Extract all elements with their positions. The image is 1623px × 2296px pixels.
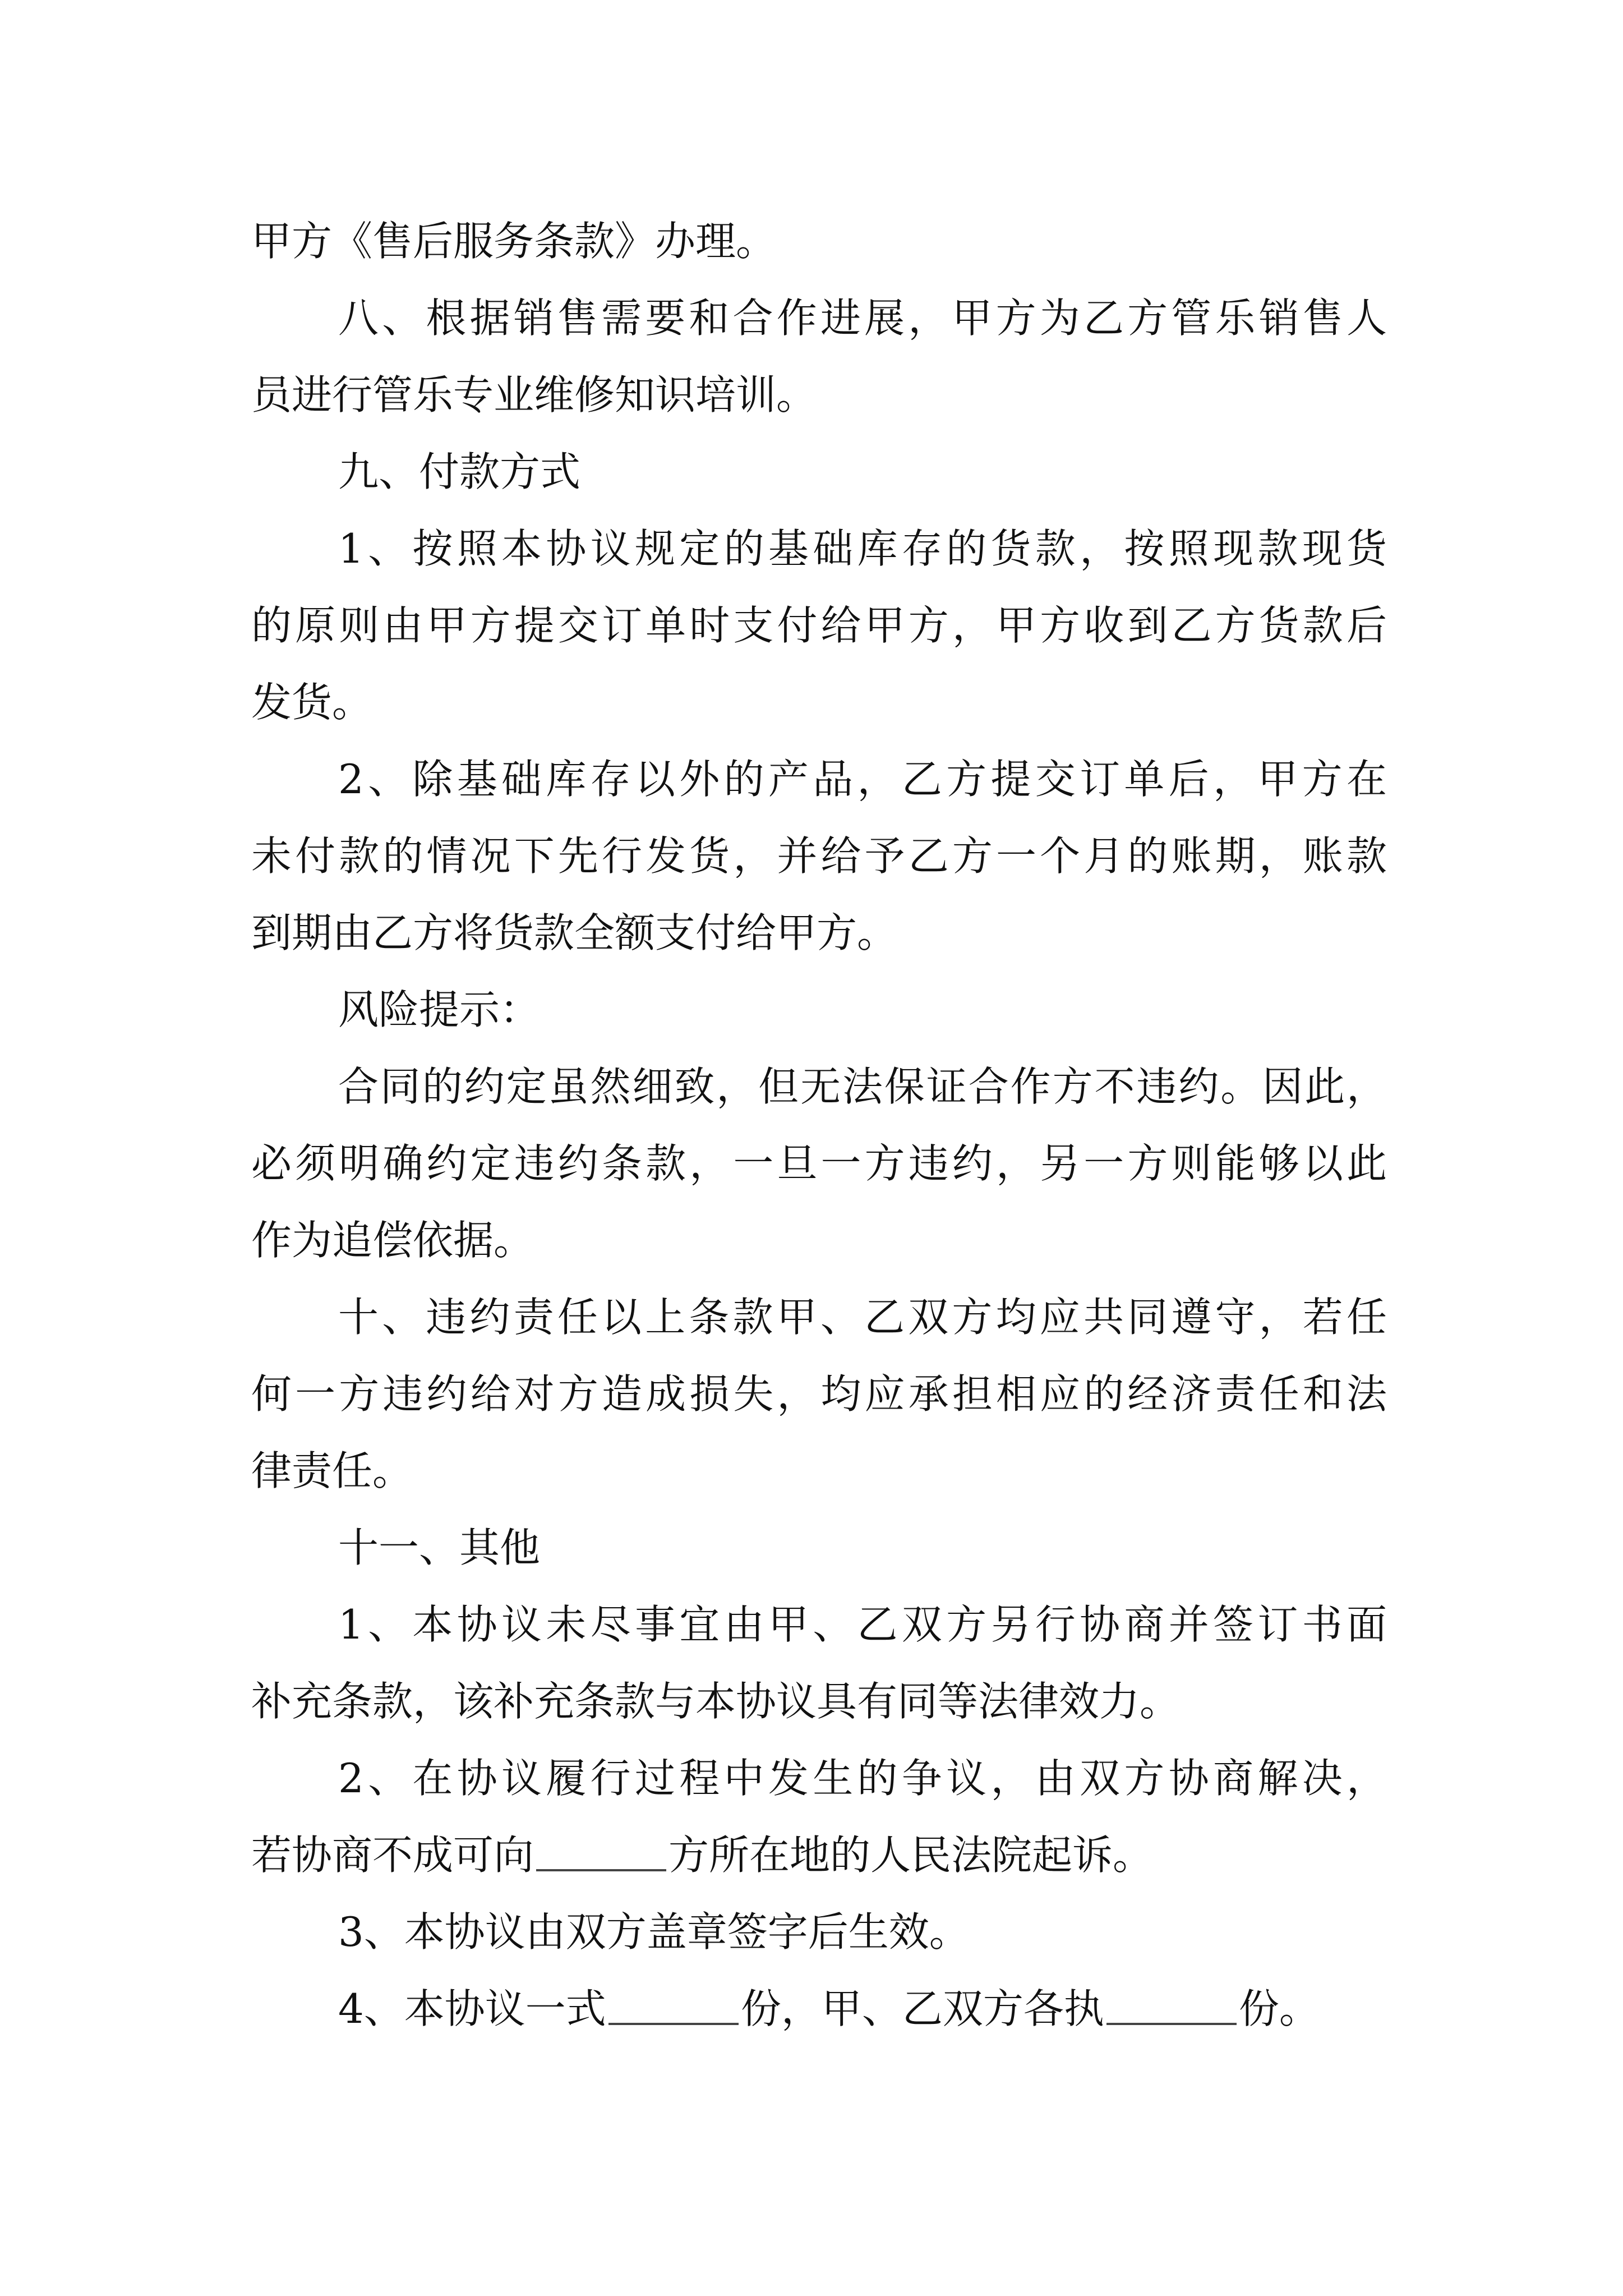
effective-clause-line: 3、本协议由双方盖章签字后生效。: [338, 1908, 970, 1955]
text-line: 补充条款，该补充条款与本协议具有同等法律效力。: [251, 1678, 1181, 1725]
copies-clause-line: [251, 1971, 1387, 2047]
text-line: 何一方违约给对方造成损失，均应承担相应的经济责任和法: [251, 1370, 1387, 1418]
court-clause-text-after: 方所在地的人民法院起诉。: [668, 1832, 1154, 1879]
text-line: 风险提示：: [338, 986, 541, 1033]
copies-text-part3: 份。: [1238, 1985, 1320, 2032]
fill-in-blank[interactable]: [608, 2019, 739, 2025]
text-line: 1、按照本协议规定的基础库存的货款，按照现款现货: [338, 525, 1387, 572]
text-line: 未付款的情况下先行发货，并给予乙方一个月的账期，账款: [251, 832, 1387, 880]
text-line: 十、违约责任以上条款甲、乙双方均应共同遵守，若任: [338, 1294, 1387, 1341]
text-line: 合同的约定虽然细致，但无法保证合作方不违约。因此，: [338, 1063, 1387, 1110]
text-line: 作为追偿依据。: [251, 1217, 534, 1264]
fill-in-blank[interactable]: [536, 1866, 666, 1871]
text-line: 1、本协议未尽事宜由甲、乙双方另行协商并签订书面: [338, 1601, 1387, 1648]
text-line: 八、根据销售需要和合作进展，甲方为乙方管乐销售人: [338, 295, 1387, 342]
text-line: 律责任。: [251, 1447, 413, 1494]
paragraph-lines: [251, 203, 1387, 1817]
court-clause-line: [251, 1817, 1387, 1894]
text-line: 九、付款方式: [338, 448, 581, 495]
fill-in-blank[interactable]: [1106, 2019, 1237, 2025]
text-line: 2、在协议履行过程中发生的争议，由双方协商解决，: [338, 1755, 1387, 1802]
text-line: 员进行管乐专业维修知识培训。: [251, 371, 817, 418]
copies-text-part2: 份，甲、乙双方各执: [740, 1985, 1104, 2032]
text-line: 必须明确约定违约条款，一旦一方违约，另一方则能够以此: [251, 1140, 1387, 1187]
text-line: 到期由乙方将货款全额支付给甲方。: [251, 909, 898, 956]
text-line: 2、除基础库存以外的产品，乙方提交订单后，甲方在: [338, 756, 1387, 803]
court-clause-text-before: 若协商不成可向: [251, 1832, 534, 1879]
text-line: 发货。: [251, 679, 373, 726]
text-line: 甲方《售后服务条款》办理。: [251, 218, 777, 265]
text-line: 十一、其他: [338, 1524, 541, 1571]
document-body: [251, 203, 1387, 2047]
copies-text-part1: 4、本协议一式: [338, 1985, 606, 2032]
text-line: 的原则由甲方提交订单时支付给甲方，甲方收到乙方货款后: [251, 602, 1387, 649]
